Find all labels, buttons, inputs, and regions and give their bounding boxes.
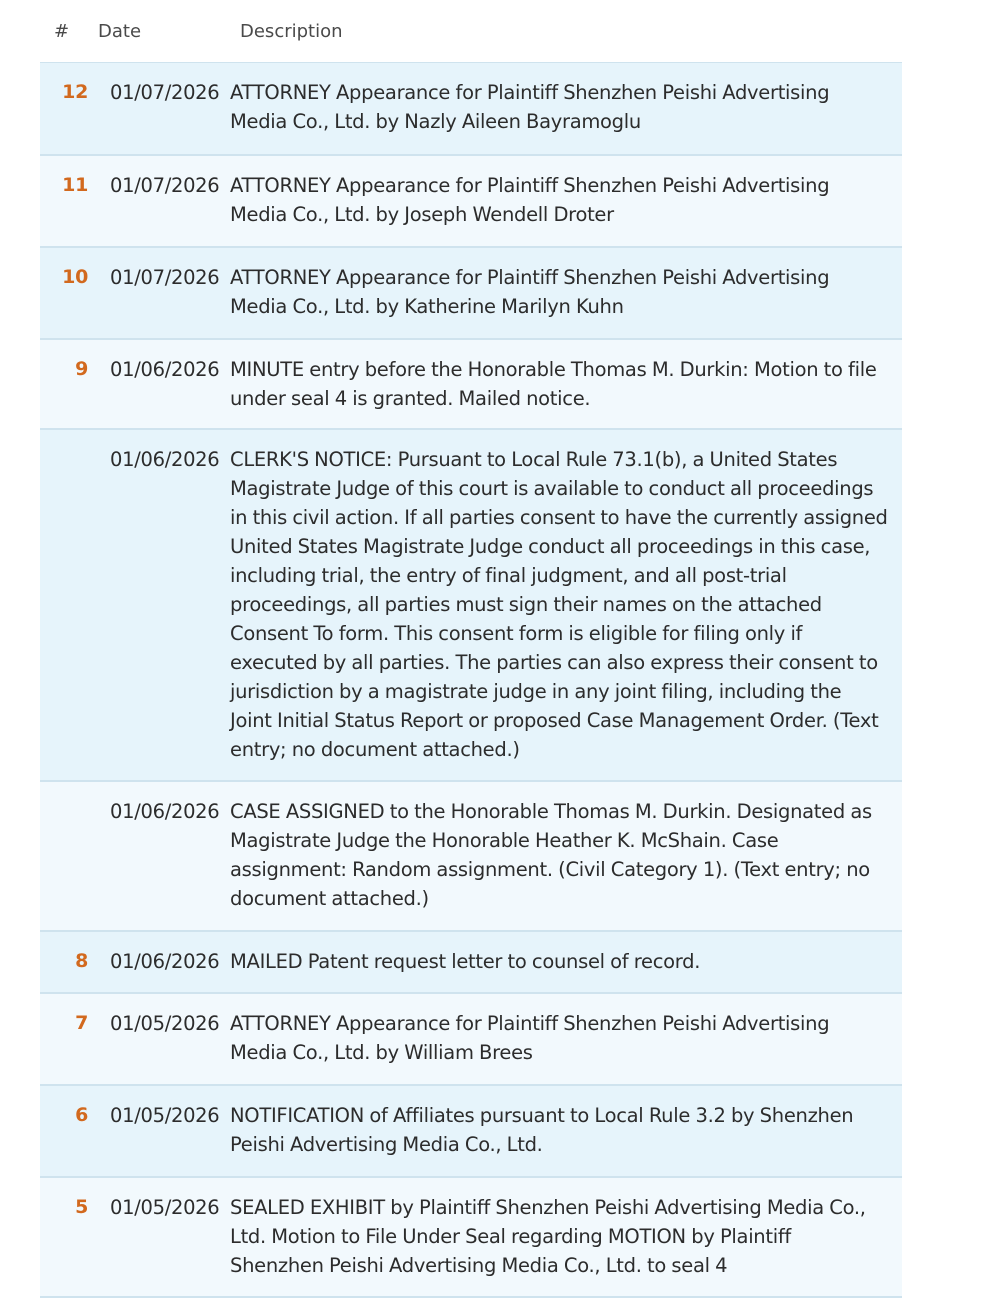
column-header-date: Date bbox=[98, 20, 142, 42]
entry-number: 8 bbox=[75, 950, 88, 972]
entry-description: MAILED Patent request letter to counsel of record. bbox=[230, 950, 701, 973]
entry-description: ATTORNEY Appearance for Plaintiff Shenzhen Peishi Advertising Media Co., Ltd. by William Brees bbox=[230, 1012, 830, 1064]
entry-description: ATTORNEY Appearance for Plaintiff Shenzhen Peishi Advertising Media Co., Ltd. by Katherine Marilyn Kuhn bbox=[230, 266, 830, 318]
docket-row bbox=[40, 782, 902, 932]
entry-date: 01/05/2026 bbox=[110, 1104, 220, 1127]
entry-number: 10 bbox=[62, 266, 88, 288]
entry-date: 01/07/2026 bbox=[110, 266, 220, 289]
docket-row bbox=[40, 1086, 902, 1178]
docket-row bbox=[40, 430, 902, 782]
entry-description: ATTORNEY Appearance for Plaintiff Shenzhen Peishi Advertising Media Co., Ltd. by Nazly Aileen Bayramoglu bbox=[230, 81, 830, 133]
entry-date: 01/06/2026 bbox=[110, 358, 220, 381]
entry-description: CASE ASSIGNED to the Honorable Thomas M. Durkin. Designated as Magistrate Judge the Honorable Heather K. McShain. Case assignment: Random assignment. (Civil Category 1). (Text entry; no document attached.) bbox=[230, 800, 872, 910]
entry-date: 01/06/2026 bbox=[110, 448, 220, 471]
entry-date: 01/07/2026 bbox=[110, 81, 220, 104]
entry-description: CLERK'S NOTICE: Pursuant to Local Rule 73.1(b), a United States Magistrate Judge of this court is available to conduct all proceedings in this civil action. If all parties consent to have the currently assigned United States Magistrate Judge conduct all proceedings in this case, including trial, the entry of final judgment, and all post-trial proceedings, all parties must sign their names on the attached Consent To form. This consent form is eligible for filing only if executed by all parties. The parties can also express their consent to jurisdiction by a magistrate judge in any joint filing, including the Joint Initial Status Report or proposed Case Management Order. (Text entry; no document attached.) bbox=[230, 448, 888, 761]
entry-number: 6 bbox=[75, 1104, 88, 1126]
docket-row bbox=[40, 156, 902, 248]
docket-row bbox=[40, 994, 902, 1086]
column-header-number: # bbox=[54, 20, 70, 42]
docket-row bbox=[40, 932, 902, 994]
entry-date: 01/07/2026 bbox=[110, 174, 220, 197]
docket-row bbox=[40, 340, 902, 430]
entry-description: ATTORNEY Appearance for Plaintiff Shenzhen Peishi Advertising Media Co., Ltd. by Joseph Wendell Droter bbox=[230, 174, 830, 226]
table-header bbox=[40, 0, 902, 63]
column-header-description: Description bbox=[240, 20, 343, 42]
entry-date: 01/06/2026 bbox=[110, 950, 220, 973]
entry-date: 01/05/2026 bbox=[110, 1012, 220, 1035]
entry-number: 12 bbox=[62, 81, 88, 103]
entry-number: 5 bbox=[75, 1196, 88, 1218]
docket-row bbox=[40, 248, 902, 340]
entry-date: 01/05/2026 bbox=[110, 1196, 220, 1219]
entry-description: NOTIFICATION of Affiliates pursuant to Local Rule 3.2 by Shenzhen Peishi Advertising Media Co., Ltd. bbox=[230, 1104, 854, 1156]
docket-row bbox=[40, 63, 902, 156]
entry-date: 01/06/2026 bbox=[110, 800, 220, 823]
docket-row bbox=[40, 1178, 902, 1298]
entry-description: SEALED EXHIBIT by Plaintiff Shenzhen Peishi Advertising Media Co., Ltd. Motion to File Under Seal regarding MOTION by Plaintiff Shenzhen Peishi Advertising Media Co., Ltd. to seal 4 bbox=[230, 1196, 866, 1277]
entry-number: 9 bbox=[75, 358, 88, 380]
docket-table bbox=[40, 0, 902, 1300]
entry-description: MINUTE entry before the Honorable Thomas M. Durkin: Motion to file under seal 4 is granted. Mailed notice. bbox=[230, 358, 877, 410]
entry-number: 7 bbox=[75, 1012, 88, 1034]
entry-number: 11 bbox=[62, 174, 88, 196]
